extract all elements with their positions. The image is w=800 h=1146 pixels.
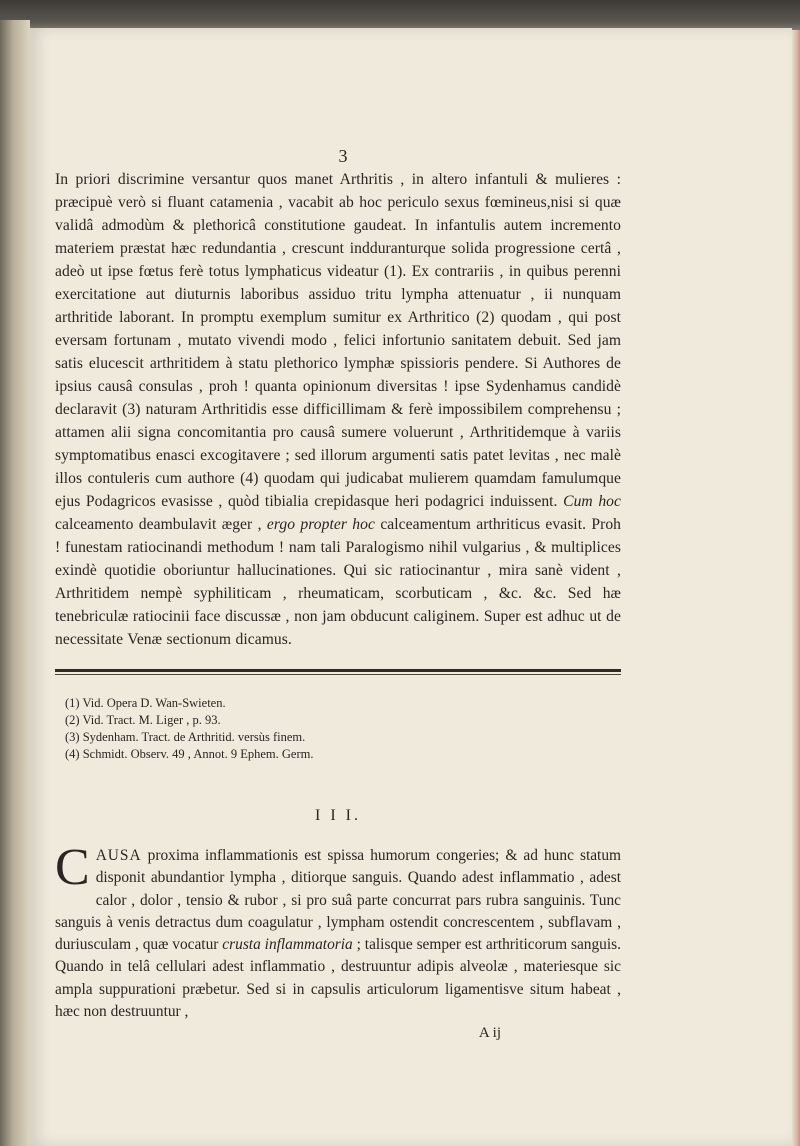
drop-cap: C: [55, 839, 90, 896]
section-paragraph: [55, 839, 621, 1023]
footnote-4: (4) Schmidt. Observ. 49 , Annot. 9 Ephem. Germ.: [65, 747, 314, 761]
signature-mark: A ij: [478, 1025, 501, 1042]
section-text-2: ; talisque semper est arthriticorum sanguis. Quando in telâ cellulari adest inflammatio , destruuntur adipis alveolæ , materiesque sic ampla suppurationi præbetur. Sed si in capsulis articulorum ligamentisve situm habeat , hæc non destruuntur ,: [55, 936, 621, 1021]
paragraph-text-2: calceamento deambulavit æger ,: [55, 516, 262, 533]
page-number: 3: [338, 146, 348, 166]
paragraph-text-3: calceamentum arthriticus evasit. Proh ! funestam ratiocinandi methodum ! nam tali Paralogismo nihil vulgarius , & multiplices exindè quotidie oboriuntur hallucinationes. Qui sic ratiocinantur , mira sanè vident , Arthritidem nempè syphiliticam , rheumaticam, scorbuticam , &c. &c. Sed hæ tenebriculæ ratiocinii face discussæ , non jam obducunt caliginem. Super est adhuc ut de necessitate Venæ sectionum dicamus.: [55, 516, 622, 648]
italic-cum-hoc: Cum hoc: [563, 493, 621, 510]
footnote-1: (1) Vid. Opera D. Wan-Swieten.: [65, 696, 226, 710]
paragraph-text-1: In priori discrimine versantur quos manet Arthritis , in altero infantuli & mulieres : præcipuè verò si fluant catamenia , vacabit ab hoc periculo sexus fœmineus,nisi si quæ validâ admodùm & plethoricâ constitutione gaudeat. In infantulis autem incremento materiem præstat hæc redundantia , crescunt indduranturque solida progressione certâ , adeò ut ipse fœtus ferè totus lymphaticus videatur (1). Ex contrariis , in quibus perenni exercitatione aut diuturnis laboribus assiduo tritu lympha attenuatur , ii nunquam arthritide laborant. In promptu exemplum sumitur ex Arthritico (2) quodam , qui post eversam fortunam , mutato vivendi modo , felici infortunio sanitatem debuit. Sed jam satis elucescit arthritidem à statu plethorico lymphæ spissioris pendere. Si Authores de ipsius causâ consulas , proh ! quanta opinionum diversitas ! ipse Sydenhamus candidè declaravit (3) naturam Arthritidis esse difficillimam & ferè impossibilem comprehensu ; attamen alii signa concomitantia pro causâ sumere voluerunt , Arthritidemque à variis symptomatibus enasci excogitavere ; sed illorum argumenti satis patet levitas , nec malè illos contuleris cum authore (4) quodam qui judicabat mulierem quamdam famulumque ejus Podagricos evasisse , quòd tibialia crepidasque heri podagrici induissent.: [55, 171, 621, 510]
page-content: [55, 146, 621, 1042]
footnote-2: (2) Vid. Tract. M. Liger , p. 93.: [65, 713, 221, 727]
footnote-rule: [55, 669, 621, 672]
book-gutter: [0, 20, 30, 1146]
section-text-1: proxima inflammationis est spissa humorum congeries; & ad hunc statum disponit abundantior lympha , ditiorque sanguis. Quando adest inflammatio , adest calor , dolor , tensio & rubor , si pro suâ parte concurrat pars rubra sanguinis. Tunc sanguis à venis detractus dum coagulatur , lympham ostendit concrescentem , subflavam , duriusculam , quæ vocatur: [55, 847, 621, 954]
lead-word: AUSA: [95, 847, 142, 864]
main-paragraph: [55, 168, 621, 651]
footnote-3: (3) Sydenham. Tract. de Arthritid. versùs finem.: [65, 730, 306, 744]
italic-ergo-propter-hoc: ergo propter hoc: [266, 516, 375, 533]
footnote-rule-thin: [55, 674, 621, 675]
page-edge: [792, 30, 800, 1146]
section-heading: I I I.: [315, 807, 361, 824]
footnotes: [65, 695, 621, 763]
italic-crusta: crusta inflammatoria: [222, 936, 353, 954]
